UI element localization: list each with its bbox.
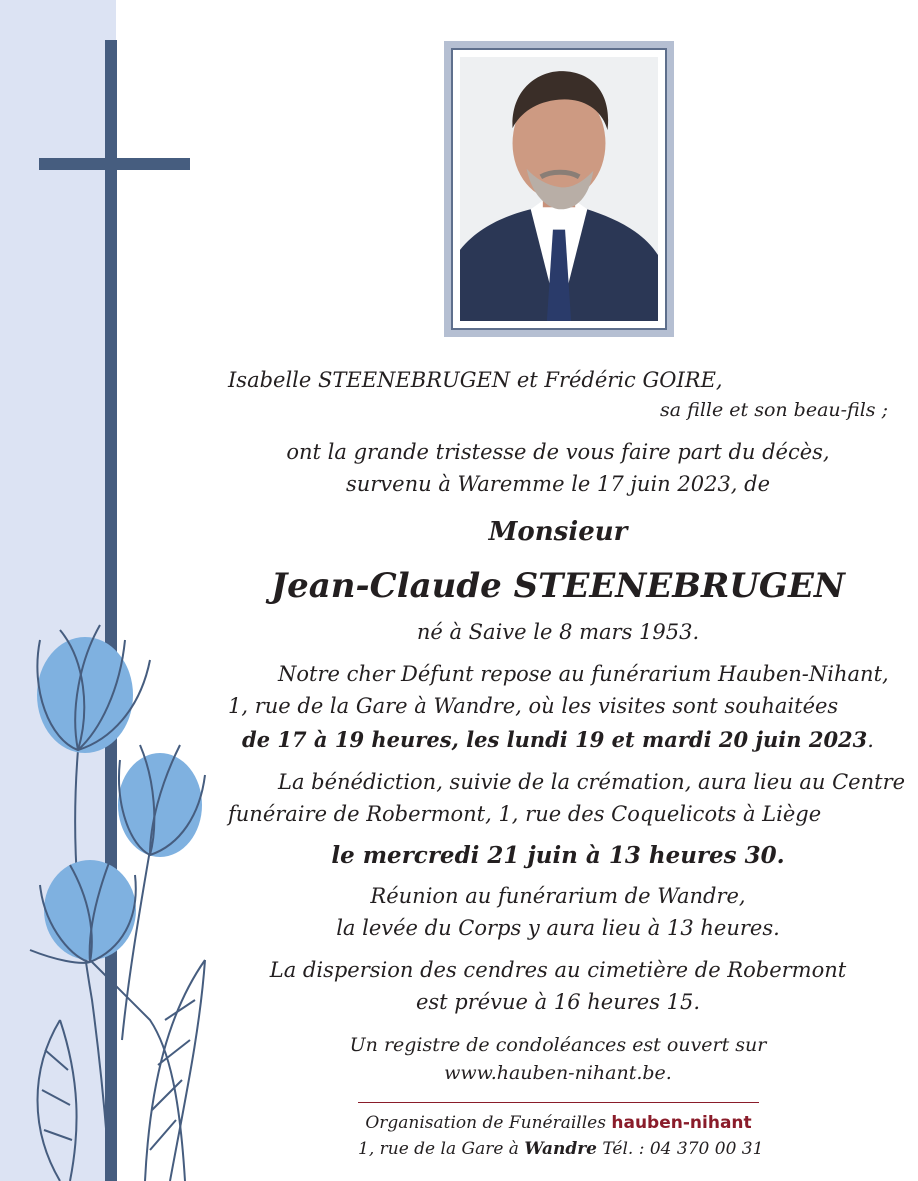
- ashes-line-2: est prévue à 16 heures 15.: [415, 990, 701, 1014]
- tulip-flowers-illustration: [0, 600, 240, 1181]
- portrait-frame: [444, 41, 674, 337]
- footer-phone: Tél. : 04 370 00 31: [602, 1139, 764, 1159]
- footer-address-prefix: 1, rue de la Gare à: [358, 1139, 519, 1159]
- visitation-hours: [228, 728, 888, 752]
- cross-icon-bar: [39, 158, 190, 170]
- ashes-line-1: La dispersion des cendres au cimetière de Robermont: [269, 958, 847, 982]
- footer-city: Wandre: [524, 1139, 597, 1159]
- intro-line-1: ont la grande tristesse de vous faire part du décès,: [286, 440, 830, 464]
- condolences-line: Un registre de condoléances est ouvert sur: [349, 1034, 767, 1056]
- deceased-name: Jean-Claude STEENEBRUGEN: [271, 566, 845, 606]
- visitation-line-1: Notre cher Défunt repose au funérarium Hauben-Nihant,: [278, 662, 889, 686]
- family-relation: sa fille et son beau-fils ;: [660, 399, 888, 421]
- meeting-line-1: Réunion au funérarium de Wandre,: [370, 884, 746, 908]
- footer-address: [358, 1138, 764, 1160]
- family-names: Isabelle STEENEBRUGEN et Frédéric GOIRE,: [228, 368, 723, 392]
- ceremony-line-2: funéraire de Robermont, 1, rue des Coquelicots à Liège: [228, 802, 822, 826]
- footer-divider: [358, 1102, 759, 1103]
- ceremony-date: le mercredi 21 juin à 13 heures 30.: [331, 842, 785, 869]
- intro-line-2: survenu à Waremme le 17 juin 2023, de: [345, 472, 771, 496]
- honorific: Monsieur: [488, 517, 628, 547]
- birth-info: né à Saive le 8 mars 1953.: [416, 620, 700, 644]
- footer-organisation-label: Organisation de Funérailles: [365, 1113, 606, 1133]
- footer-organisation: [358, 1112, 759, 1134]
- condolences-website[interactable]: www.hauben-nihant.be.: [444, 1062, 672, 1084]
- portrait-photo: [460, 57, 658, 321]
- brand-logo: hauben-nihant: [611, 1113, 752, 1133]
- ceremony-line-1: La bénédiction, suivie de la crémation, aura lieu au Centre: [278, 770, 906, 794]
- meeting-line-2: la levée du Corps y aura lieu à 13 heures.: [336, 916, 780, 940]
- visitation-hours-bold: de 17 à 19 heures, les lundi 19 et mardi 20 juin 2023: [242, 727, 868, 752]
- visitation-hours-end: .: [867, 728, 874, 752]
- visitation-line-2: 1, rue de la Gare à Wandre, où les visites sont souhaitées: [228, 694, 839, 718]
